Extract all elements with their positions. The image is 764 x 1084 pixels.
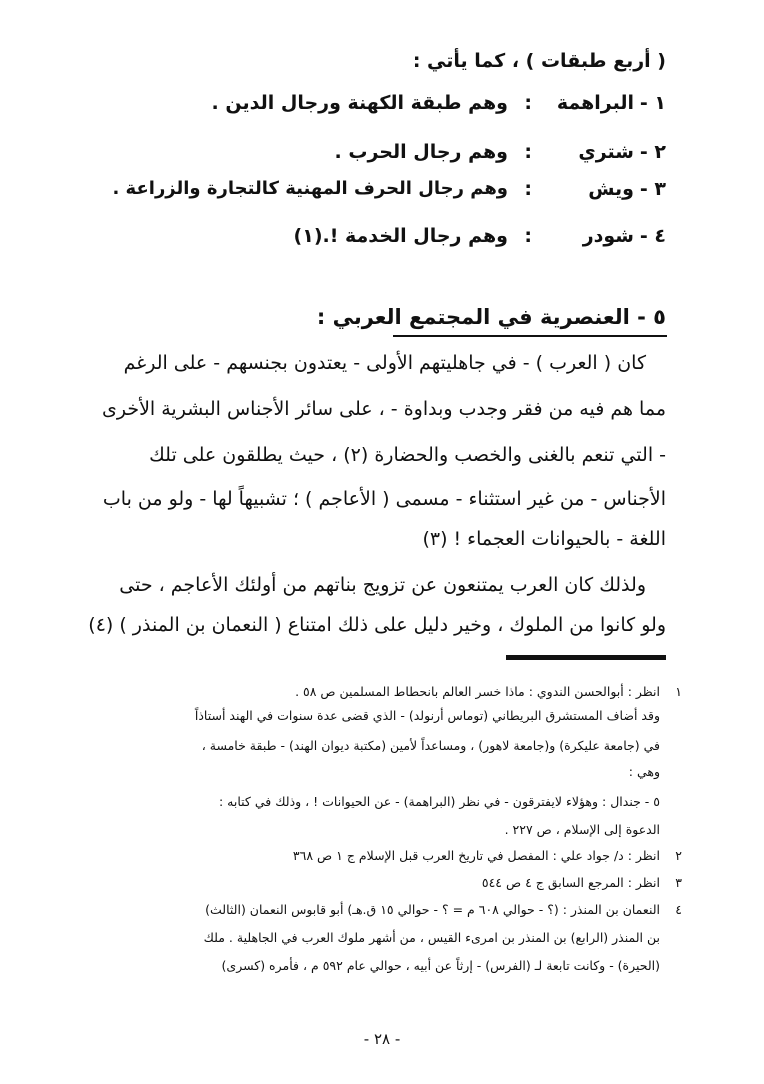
footnote-line: وقد أضاف المستشرق البريطاني (توماس أرنولد) - الذي قضى عدة سنوات في الهند أستاذاً (194, 708, 660, 723)
paragraph-line: كان ( العرب ) - في جاهليتهم الأولى - يعتدون بجنسهم - على الرغم (123, 352, 646, 374)
caste-name: شودر (582, 225, 634, 247)
paragraph-line: مما هم فيه من فقر وجدب وبداوة - ، على سائر الأجناس البشرية الأخرى (101, 398, 666, 420)
footnote-number: ١ (675, 684, 682, 699)
footnote-number: ٣ (675, 875, 682, 890)
paragraph-line: اللغة - بالحيوانات العجماء ! (٣) (422, 528, 666, 550)
separator-colon: : (524, 92, 532, 114)
separator-colon: : (524, 141, 532, 163)
caste-name: البراهمة (556, 92, 634, 114)
intro-line: ( أربع طبقات ) ، كما يأتي : (412, 50, 666, 72)
footnote-line: النعمان بن المنذر : (؟ - حوالي ٦٠٨ م = ؟ - حوالي ١٥ ق.هـ) أبو قابوس النعمان (الثالث) (205, 902, 660, 917)
footnote-number: ٤ (675, 902, 682, 917)
footnote-number: ٢ (675, 848, 682, 863)
footnote-line: انظر : أبوالحسن الندوي : ماذا خسر العالم بانحطاط المسلمين ص ٥٨ . (295, 684, 660, 699)
heading-underline (393, 335, 667, 337)
separator-colon: : (524, 225, 532, 247)
footnote-line: انظر : د/ جواد علي : المفصل في تاريخ العرب قبل الإسلام ج ١ ص ٣٦٨ (292, 848, 660, 863)
paragraph-line: ولذلك كان العرب يمتنعون عن تزويج بناتهم من أولئك الأعاجم ، حتى (119, 574, 646, 596)
list-item (0, 178, 764, 208)
page-number: - ٢٨ - (363, 1030, 401, 1048)
footnote-line: في (جامعة عليكرة) و(جامعة لاهور) ، ومساعداً لأمين (مكتبة ديوان الهند) - طبقة خامسة ، (201, 738, 660, 753)
caste-description: وهم رجال الخدمة !.(١) (293, 225, 508, 247)
paragraph-line: الأجناس - من غير استثناء - مسمى ( الأعاجم ) ؛ تشبيهاً لها - ولو من باب (102, 488, 666, 510)
caste-description: وهم طبقة الكهنة ورجال الدين . (211, 92, 508, 114)
caste-name: ويش (588, 178, 634, 200)
caste-description: وهم رجال الحرب . (334, 141, 508, 163)
list-item-number: ١ - (639, 92, 666, 114)
list-item-number: ٤ - (639, 225, 666, 247)
footnote-line: الدعوة إلى الإسلام ، ص ٢٢٧ . (504, 822, 660, 837)
list-item (0, 225, 764, 255)
footnote-line: بن المنذر (الرابع) بن المنذر بن امرىء القيس ، من أشهر ملوك العرب في الجاهلية . ملك (203, 930, 660, 945)
footnote-line: ٥ - جندال : وهؤلاء لايفترقون - في نظر (البراهمة) - عن الحيوانات ! ، وذلك في كتابه : (218, 794, 660, 809)
footnote-line: انظر : المرجع السابق ج ٤ ص ٥٤٤ (481, 875, 660, 890)
footnote-line: وهي : (628, 764, 660, 779)
footnote-separator (506, 655, 666, 660)
caste-description: وهم رجال الحرف المهنية كالتجارة والزراعة . (112, 178, 508, 199)
section-heading: ٥ - العنصرية في المجتمع العربي : (316, 305, 666, 329)
list-item (0, 92, 764, 122)
list-item-number: ٢ - (639, 141, 666, 163)
separator-colon: : (524, 178, 532, 200)
caste-name: شتري (578, 141, 634, 163)
paragraph-line: ولو كانوا من الملوك ، وخير دليل على ذلك امتناع ( النعمان بن المنذر ) (٤) (88, 614, 666, 636)
list-item (0, 141, 764, 171)
paragraph-line: - التي تنعم بالغنى والخصب والحضارة (٢) ، حيث يطلقون على تلك (149, 444, 666, 466)
footnote-line: (الحيرة) - وكانت تابعة لـ (الفرس) - إرثاً عن أبيه ، حوالي عام ٥٩٢ م ، فأمره (كسرى) (221, 958, 660, 973)
list-item-number: ٣ - (639, 178, 666, 200)
